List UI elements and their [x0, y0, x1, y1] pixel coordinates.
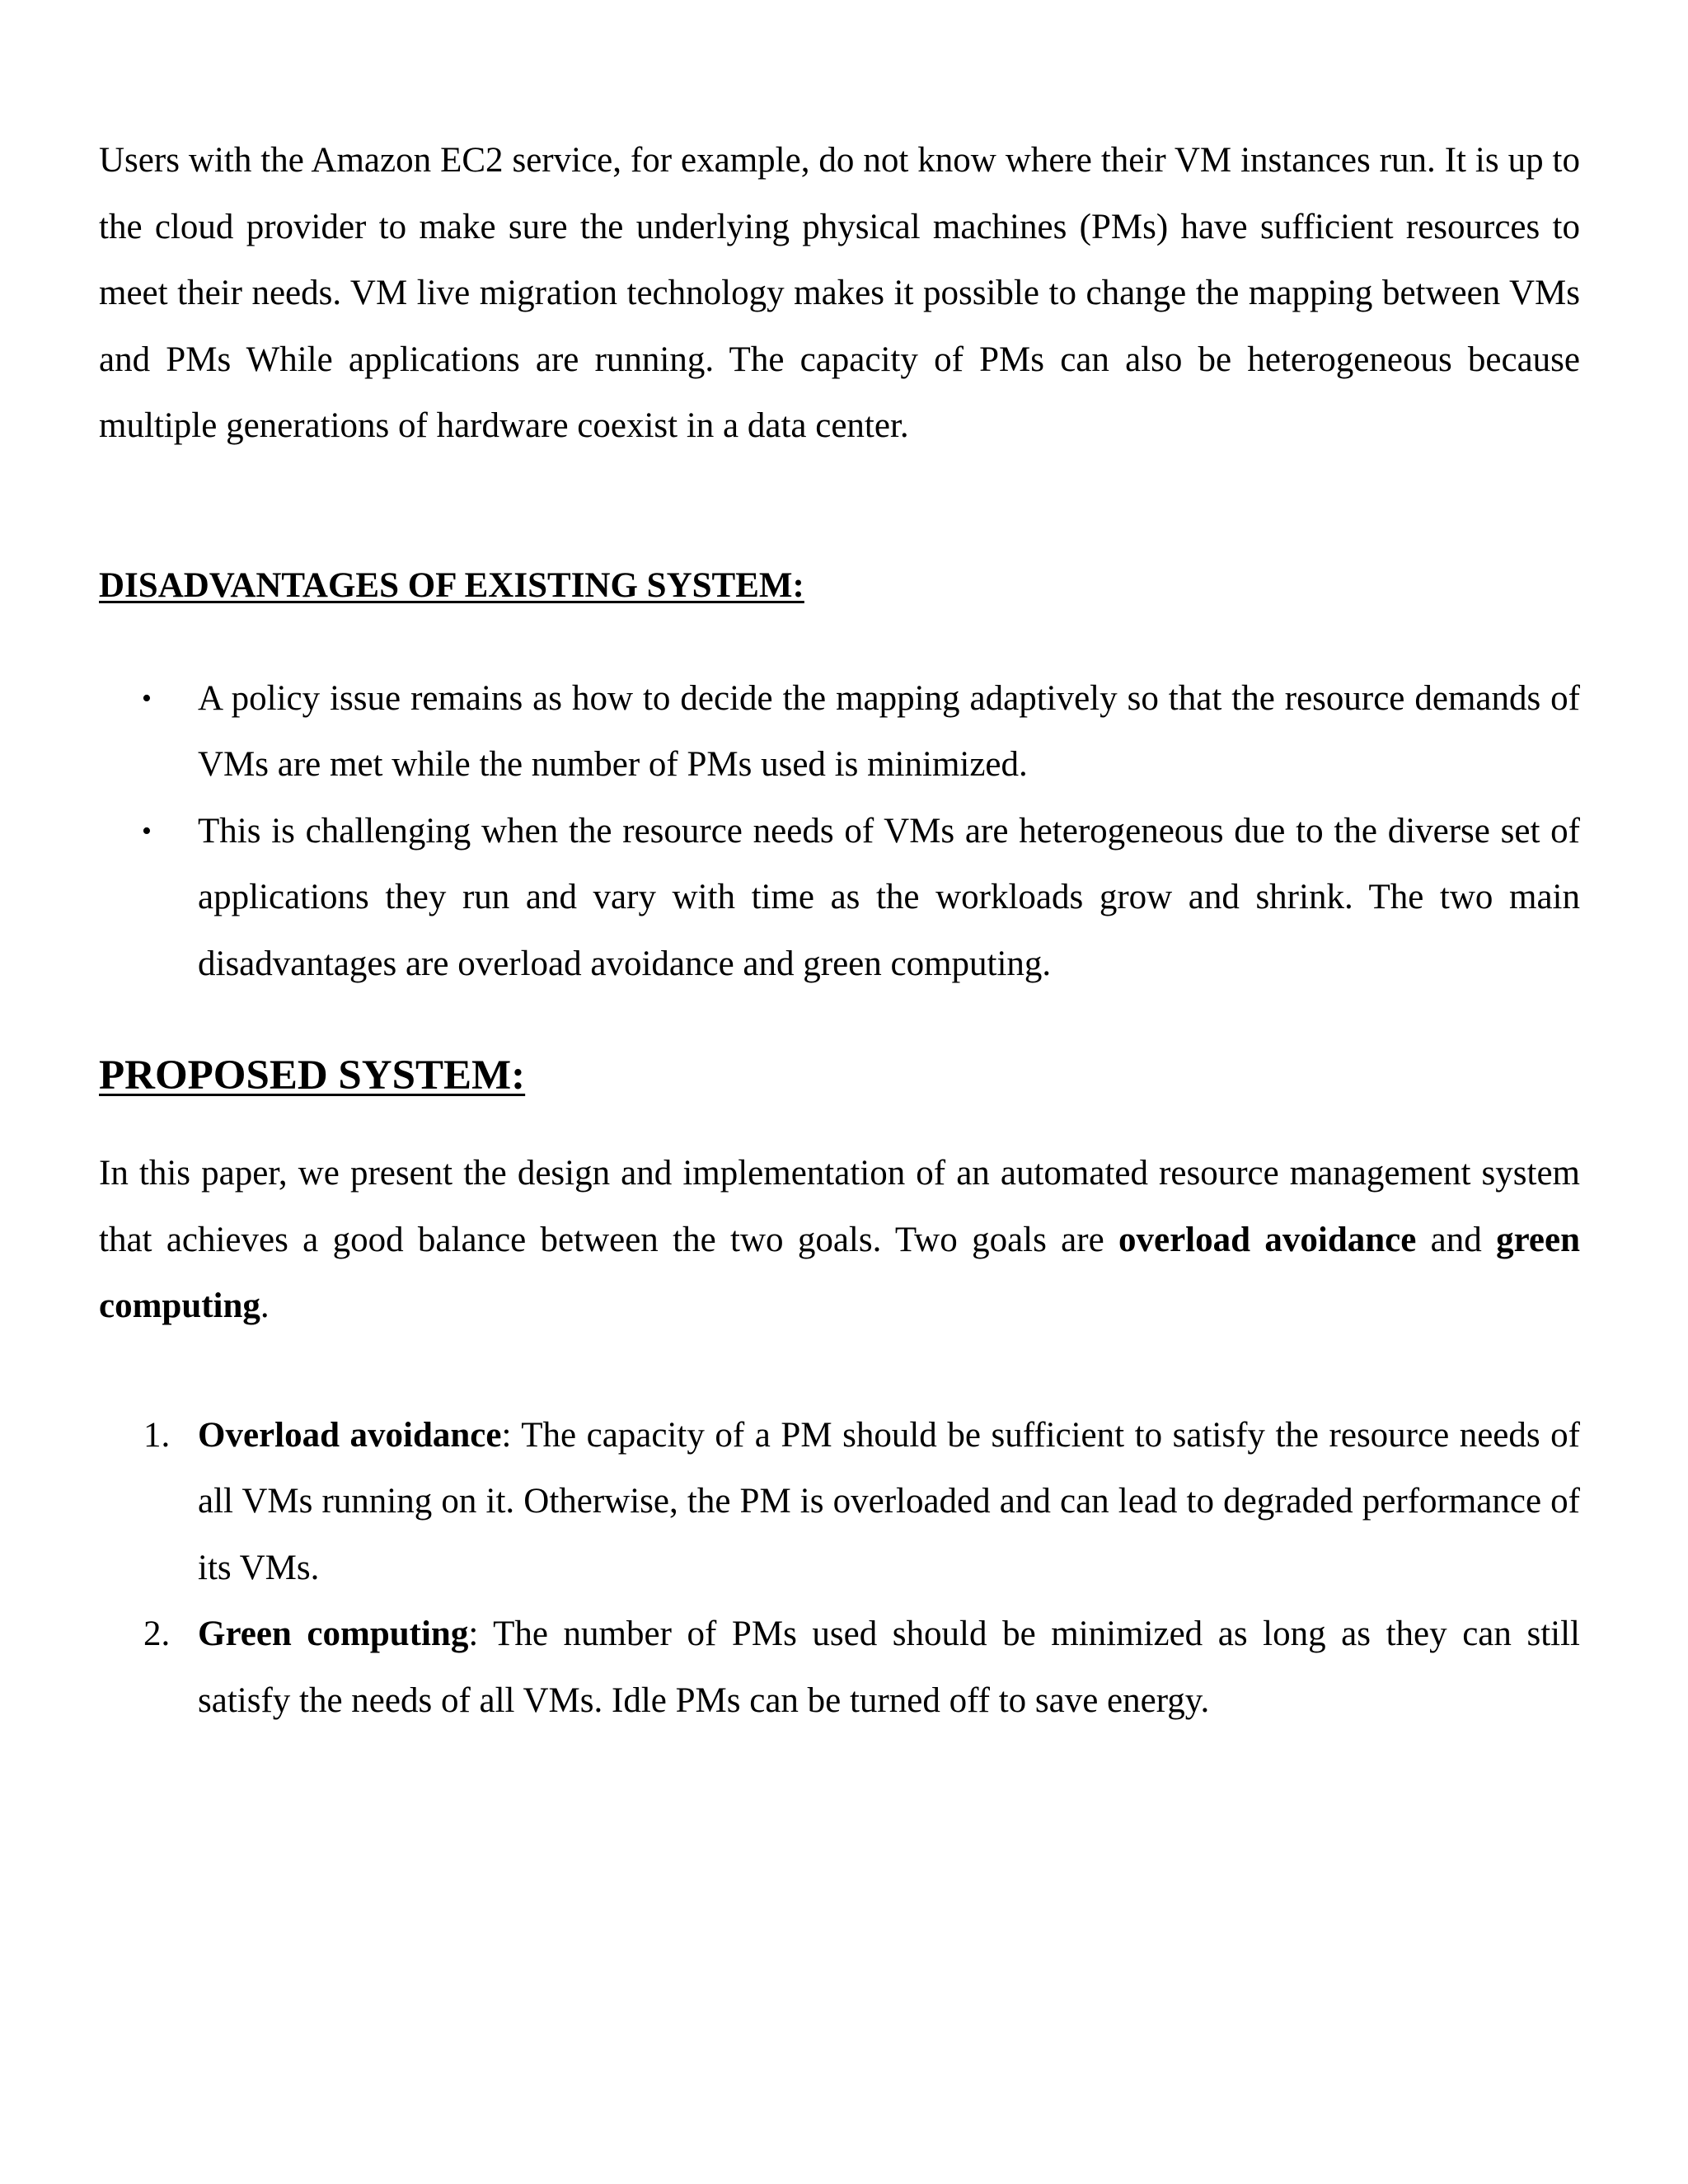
goal-term: Overload avoidance: [198, 1415, 502, 1455]
goal-description: : The capacity of a PM should be sufficient to satisfy the resource needs of all VMs running on it. Otherwise, the PM is overloaded and can lead to degraded performance of its VMs.: [198, 1415, 1580, 1587]
list-number: 1.: [143, 1415, 171, 1455]
goals-list: [99, 1403, 1580, 1735]
bullet-icon: •: [142, 815, 152, 846]
list-item-text: A policy issue remains as how to decide the mapping adaptively so that the resource demands of VMs are met while the number of PMs used is minimized.: [198, 678, 1580, 784]
list-item: [99, 1601, 1580, 1734]
proposed-paragraph: [99, 1141, 1580, 1340]
bullet-icon: •: [142, 682, 152, 714]
proposed-text-after: .: [260, 1286, 270, 1325]
proposed-bold-term: green computing: [99, 1220, 1581, 1325]
proposed-text-before: In this paper, we present the design and implementation of an automated resource management system that achieves a good balance between the two goals. Two goals are: [99, 1154, 1580, 1259]
goal-description: : The number of PMs used should be minimized as long as they can still satisfy the needs of all VMs. Idle PMs can be turned off to save energy.: [198, 1615, 1581, 1720]
intro-paragraph: Users with the Amazon EC2 service, for example, do not know where their VM instances run. It is up to the cloud provider to make sure the underlying physical machines (PMs) have sufficient resources to meet their needs. VM live migration technology makes it possible to change the mapping between VMs and PMs While applications are running. The capacity of PMs can also be heterogeneous because multiple generations of hardware coexist in a data center.: [99, 141, 1580, 445]
proposed-bold-term: overload avoidance: [1118, 1220, 1417, 1259]
document-page: [99, 128, 1580, 1734]
list-item: [99, 666, 1580, 799]
list-item: [99, 1403, 1580, 1602]
list-item: [99, 799, 1580, 998]
proposed-heading: PROPOSED SYSTEM:: [99, 1052, 526, 1099]
disadvantages-list: [99, 666, 1580, 998]
disadvantages-heading: DISADVANTAGES OF EXISTING SYSTEM:: [99, 565, 804, 605]
list-item-text: This is challenging when the resource needs of VMs are heterogeneous due to the diverse set of applications they run and vary with time as the workloads grow and shrink. The two main disadvantages are overload avoidance and green computing.: [198, 811, 1580, 983]
goal-term: Green computing: [198, 1615, 469, 1653]
proposed-text-middle: and: [1416, 1220, 1497, 1259]
list-number: 2.: [143, 1615, 171, 1653]
